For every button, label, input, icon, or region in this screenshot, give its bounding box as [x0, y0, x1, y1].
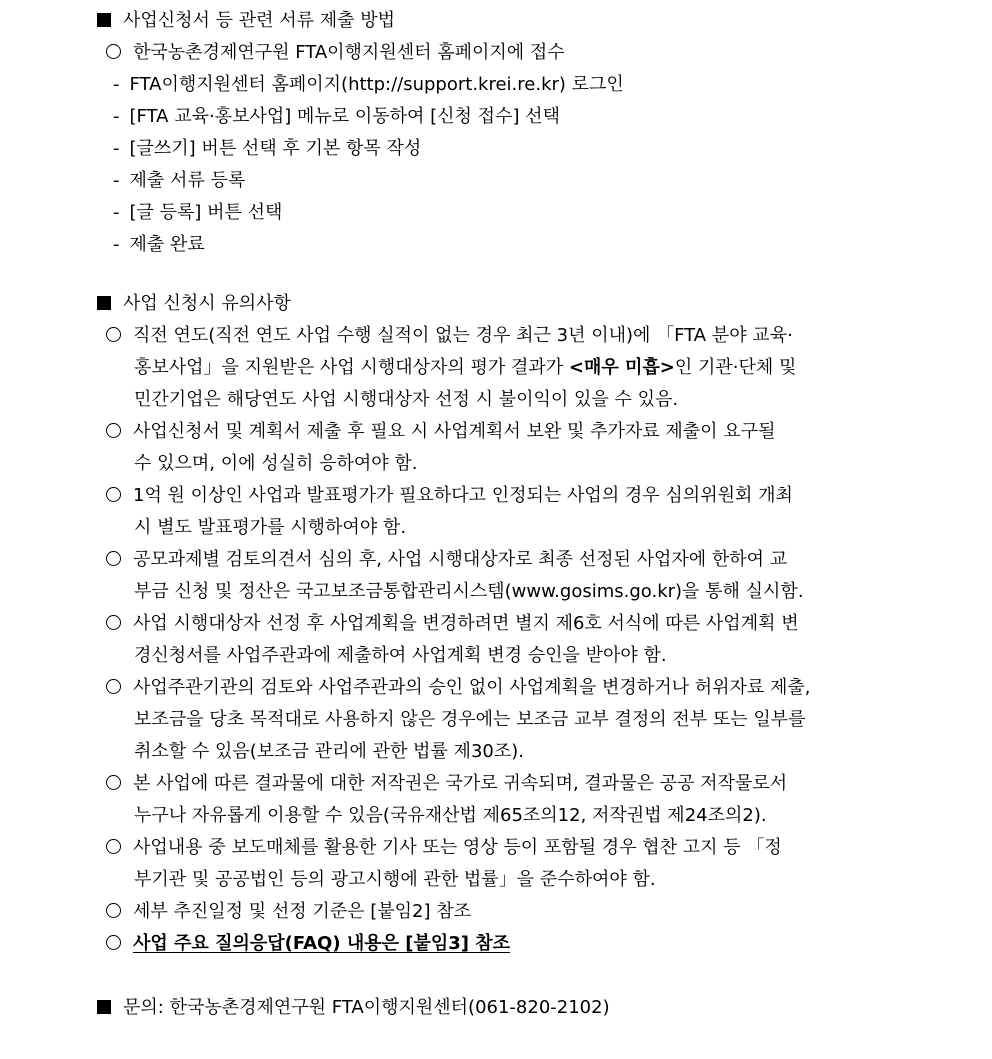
- note-continuation: [134, 516, 406, 540]
- section1-heading-row: [97, 9, 395, 33]
- note-line: 누구나 자유롭게 이용할 수 있음(국유재산법 제65조의12, 저작권법 제24조의2).: [134, 805, 767, 826]
- black-square-bullet-icon: [97, 1000, 111, 1014]
- note-line: 본 사업에 따른 결과물에 대한 저작권은 국가로 귀속되며, 결과물은 공공 저작물로서: [133, 773, 788, 794]
- section1-circle-item: [106, 41, 565, 65]
- note-continuation: [134, 868, 656, 892]
- section2-heading: 사업 신청시 유의사항: [123, 293, 291, 314]
- note-item: [106, 612, 799, 636]
- note-line: 직전 연도(직전 연도 사업 수행 실적이 없는 경우 최근 3년 이내)에 「FTA 분야 교육·: [133, 325, 793, 346]
- step-text: [FTA 교육·홍보사업] 메뉴로 이동하여 [신청 접수] 선택: [129, 106, 560, 127]
- circle-bullet-icon: [106, 679, 121, 694]
- circle-bullet-icon: [106, 839, 121, 854]
- step-item: [113, 233, 205, 257]
- note-line: 수 있으며, 이에 성실히 응하여야 함.: [134, 453, 418, 474]
- faq-reference-text: 사업 주요 질의응답(FAQ) 내용은 [붙임3] 참조: [133, 933, 511, 954]
- note-line: 공모과제별 검토의견서 심의 후, 사업 시행대상자로 최종 선정된 사업자에 한하여 교: [133, 549, 788, 570]
- note-line: 민간기업은 해당연도 사업 시행대상자 선정 시 불이익이 있을 수 있음.: [134, 389, 679, 410]
- section2-heading-row: [97, 292, 291, 316]
- dash-bullet-icon: -: [113, 74, 120, 95]
- dash-bullet-icon: -: [113, 106, 120, 127]
- note-continuation: [134, 740, 524, 764]
- step-text: FTA이행지원센터 홈페이지(http://support.krei.re.kr) 로그인: [129, 74, 624, 95]
- black-square-bullet-icon: [97, 13, 111, 27]
- note-line: 1억 원 이상인 사업과 발표평가가 필요하다고 인정되는 사업의 경우 심의위원회 개최: [133, 485, 793, 506]
- circle-bullet-icon: [106, 935, 121, 950]
- note-continuation: [134, 644, 667, 668]
- note-item: [106, 420, 775, 444]
- note-item: [106, 932, 510, 956]
- note-continuation: [134, 804, 767, 828]
- note-line: 사업주관기관의 검토와 사업주관과의 승인 없이 사업계획을 변경하거나 허위자료 제출,: [133, 677, 811, 698]
- note-line: 세부 추진일정 및 선정 기준은 [붙임2] 참조: [133, 901, 472, 922]
- note-line: 사업 시행대상자 선정 후 사업계획을 변경하려면 별지 제6호 서식에 따른 사업계획 변: [133, 613, 799, 634]
- black-square-bullet-icon: [97, 296, 111, 310]
- step-text: [글 등록] 버튼 선택: [129, 202, 283, 223]
- circle-bullet-icon: [106, 327, 121, 342]
- note-continuation: [134, 580, 804, 604]
- note-line: 부금 신청 및 정산은 국고보조금통합관리시스템(www.gosims.go.kr)을 통해 실시함.: [134, 581, 804, 602]
- note-item: [106, 836, 782, 860]
- note-continuation: [134, 452, 417, 476]
- note-line: 경신청서를 사업주관과에 제출하여 사업계획 변경 승인을 받아야 함.: [134, 645, 667, 666]
- note-item: [106, 484, 793, 508]
- note-continuation: [134, 708, 806, 732]
- note-line: 인 기관·단체 및: [674, 357, 797, 378]
- step-text: 제출 완료: [129, 234, 205, 255]
- note-line: 취소할 수 있음(보조금 관리에 관한 법률 제30조).: [134, 741, 524, 762]
- note-line: 부기관 및 공공법인 등의 광고시행에 관한 법률」을 준수하여야 함.: [134, 869, 656, 890]
- note-line: 보조금을 당초 목적대로 사용하지 않은 경우에는 보조금 교부 결정의 전부 또는 일부를: [134, 709, 806, 730]
- step-item: [113, 73, 624, 97]
- note-item: [106, 900, 471, 924]
- circle-bullet-icon: [106, 903, 121, 918]
- dash-bullet-icon: -: [113, 170, 120, 191]
- circle-bullet-icon: [106, 423, 121, 438]
- step-text: [글쓰기] 버튼 선택 후 기본 항목 작성: [129, 138, 422, 159]
- section1-heading: 사업신청서 등 관련 서류 제출 방법: [123, 10, 396, 31]
- circle-bullet-icon: [106, 615, 121, 630]
- contact-text: 문의: 한국농촌경제연구원 FTA이행지원센터(061-820-2102): [123, 997, 610, 1018]
- circle-bullet-icon: [106, 775, 121, 790]
- dash-bullet-icon: -: [113, 138, 120, 159]
- note-item: [106, 676, 810, 700]
- note-item: [106, 772, 787, 796]
- step-item: [113, 201, 282, 225]
- section1-circle-text: 한국농촌경제연구원 FTA이행지원센터 홈페이지에 접수: [133, 42, 565, 63]
- circle-bullet-icon: [106, 487, 121, 502]
- circle-bullet-icon: [106, 44, 121, 59]
- note-line: 사업내용 중 보도매체를 활용한 기사 또는 영상 등이 포함될 경우 협찬 고지 등 「정: [133, 837, 782, 858]
- note-line: 사업신청서 및 계획서 제출 후 필요 시 사업계획서 보완 및 추가자료 제출이 요구될: [133, 421, 776, 442]
- note-emphasis: <매우 미흡>: [568, 357, 675, 378]
- dash-bullet-icon: -: [113, 234, 120, 255]
- step-item: [113, 137, 421, 161]
- circle-bullet-icon: [106, 551, 121, 566]
- note-continuation: [134, 356, 796, 380]
- step-item: [113, 169, 245, 193]
- note-item: [106, 324, 793, 348]
- contact-row: [97, 996, 610, 1020]
- dash-bullet-icon: -: [113, 202, 120, 223]
- note-item: [106, 548, 787, 572]
- step-text: 제출 서류 등록: [129, 170, 246, 191]
- note-line: 홍보사업」을 지원받은 사업 시행대상자의 평가 결과가: [134, 357, 569, 378]
- note-line: 시 별도 발표평가를 시행하여야 함.: [134, 517, 407, 538]
- step-item: [113, 105, 560, 129]
- note-continuation: [134, 388, 678, 412]
